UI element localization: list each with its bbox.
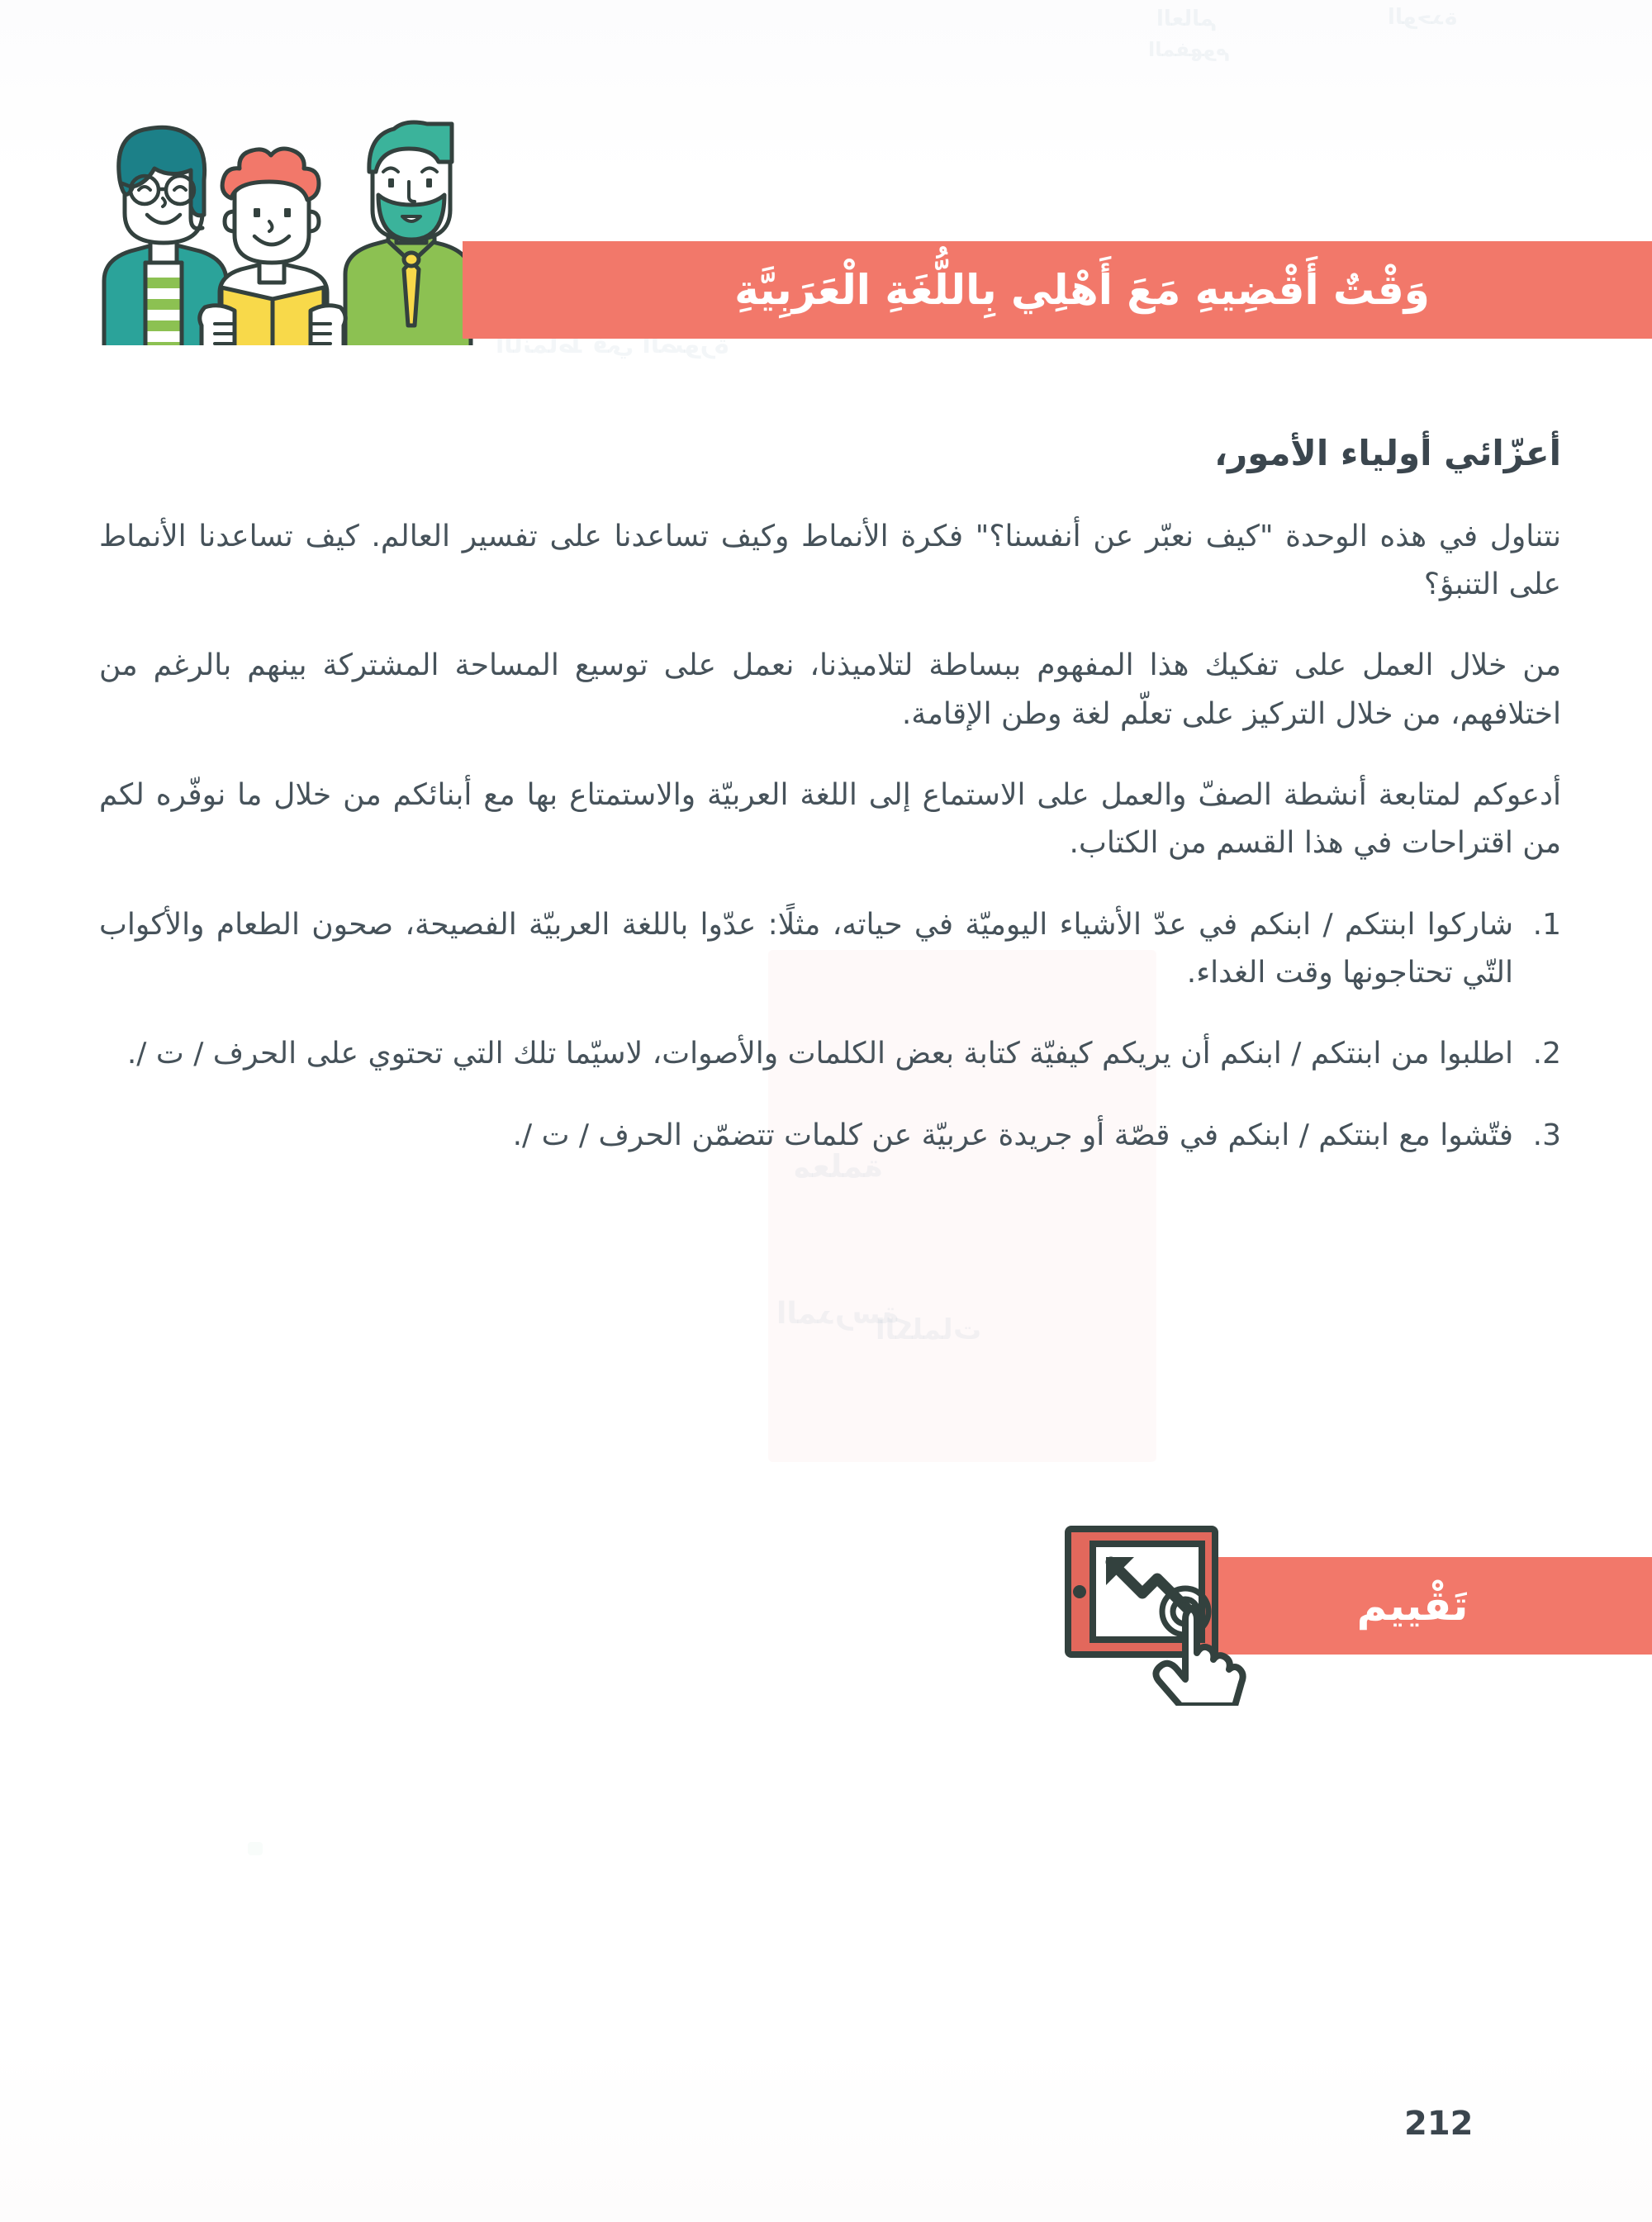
list-item	[99, 1112, 1561, 1160]
list-item	[99, 1030, 1561, 1078]
bleed-through-ghost-upper: الأنماط في الصورة	[496, 330, 729, 359]
list-item-text: اطلبوا من ابنتكم / ابنكم أن يريكم كيفيّة كتابة بعض الكلمات والأصوات، لاسيّما تلك التي تحتوي على الحرف / ت /.	[126, 1037, 1513, 1071]
bleed-through-ghost-mid: معلمة	[793, 1148, 884, 1185]
assessment-section	[1063, 1524, 1652, 1706]
suggestions-list	[99, 901, 1561, 1160]
page-number: 212	[1404, 2105, 1474, 2143]
paragraph-2: من خلال العمل على تفكيك هذا المفهوم ببساطة لتلاميذنا، نعمل على توسيع المساحة المشتركة بينهم بالرغم من اختلافهم، من خلال التركيز على تعلّم لغة وطن الإقامة.	[99, 648, 1561, 731]
unit-title-banner	[463, 241, 1652, 339]
list-item-marker: .3	[1532, 1118, 1561, 1152]
bleed-through-ghost-top-right: العالم	[1156, 7, 1218, 31]
assessment-label: تَقْييم	[1356, 1582, 1469, 1630]
bleed-through-ghost-mid-three: الكلمات	[876, 1313, 981, 1346]
list-item-text: شاركوا ابنتكم / ابنكم في عدّ الأشياء اليوميّة في حياته، مثلًا: عدّوا باللغة العربيّة الفصيحة، صحون الطعام والأكواب التّي تحتاجونها وقت الغداء.	[99, 907, 1513, 990]
bleed-through-ghost-top-corner: الوحدة	[1388, 5, 1458, 30]
paragraph-1: نتناول في هذه الوحدة "كيف نعبّر عن أنفسنا؟" فكرة الأنماط وكيف تساعدنا على تفسير العالم. كيف تساعدنا الأنماط على التنبؤ؟	[99, 519, 1561, 602]
list-item-marker: .2	[1532, 1037, 1561, 1071]
letter-to-parents-section	[99, 430, 1561, 1193]
paragraph-3: أدعوكم لمتابعة أنشطة الصفّ والعمل على الاستماع إلى اللغة العربيّة والاستمتاع بها مع أبنائكم من خلال ما نوفّره لكم من اقتراحات في هذا القسم من الكتاب.	[99, 778, 1561, 861]
salutation-heading: أعزّائي أولياء الأمور،	[1214, 433, 1561, 473]
bleed-through-ghost-top-second: المفهوم	[1148, 38, 1231, 61]
bleed-through-ghost-mid-two: المدرسة	[776, 1297, 900, 1331]
tablet-touch-chart-icon	[1063, 1524, 1249, 1706]
unit-title-text: وَقْتٌ أَقْضِيهِ مَعَ أَهْلِي بِاللُّغَةِ الْعَرَبِيَّةِ	[734, 266, 1430, 314]
list-item	[99, 901, 1561, 998]
bleed-through-speck	[248, 1842, 263, 1855]
family-reading-illustration	[97, 116, 477, 345]
list-item-marker: .1	[1532, 907, 1561, 942]
list-item-text: فتّشوا مع ابنتكم / ابنكم في قصّة أو جريدة عربيّة عن كلمات تتضمّن الحرف / ت /.	[512, 1118, 1513, 1152]
